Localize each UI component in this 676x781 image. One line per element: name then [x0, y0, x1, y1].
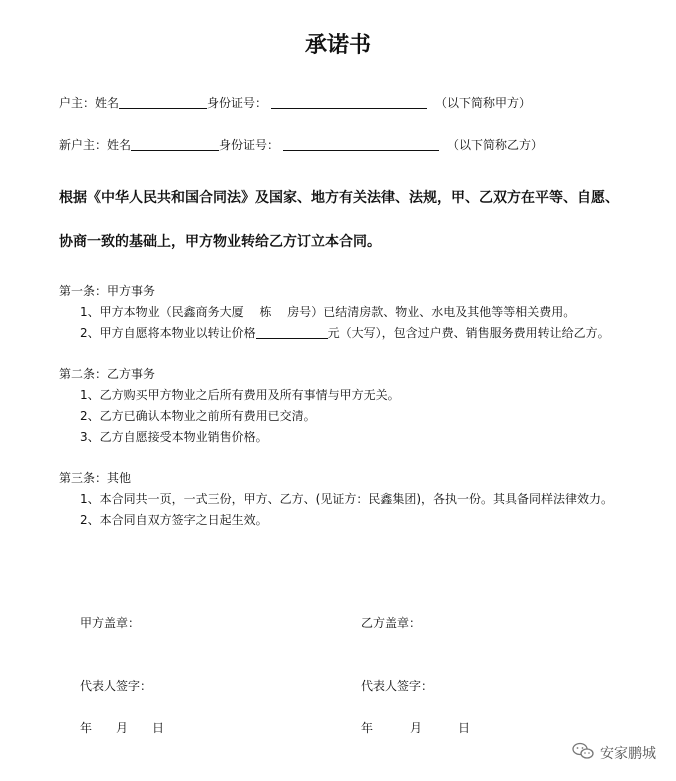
party-a-day: 日 — [152, 721, 165, 735]
article-1-item-2-post: 元（大写），包含过户费、销售服务费用转让给乙方。 — [327, 326, 610, 340]
party-b-day: 日 — [458, 721, 471, 735]
party-b-seal-label: 乙方盖章： — [361, 616, 422, 630]
party-a-line — [59, 94, 531, 111]
party-b-name-blank — [131, 138, 219, 151]
article-2-item-3: 3、乙方自愿接受本物业销售价格。 — [80, 430, 268, 444]
party-a-name-blank — [119, 96, 207, 109]
watermark-text: 安家鹏城 — [600, 746, 656, 762]
party-a-role: 户主： — [59, 96, 96, 110]
party-a-id-blank — [271, 96, 427, 109]
party-a-name-label: 姓名 — [95, 96, 120, 110]
document-title: 承诺书 — [304, 33, 371, 58]
article-3-heading: 第三条：其他 — [59, 471, 132, 485]
article-1-item-2-pre: 2、甲方自愿将本物业以转让价格 — [80, 326, 256, 340]
party-b-role: 新户主： — [59, 138, 108, 152]
article-3-item-1: 1、本合同共一页，一式三份，甲方、乙方、(见证方：民鑫集团)，各执一份。其具备同样法律效力。 — [80, 492, 614, 506]
party-a-month: 月 — [116, 721, 129, 735]
wechat-icon — [572, 742, 594, 764]
party-b-name-label: 姓名 — [107, 138, 132, 152]
watermark — [572, 742, 656, 764]
party-b-id-blank — [283, 138, 439, 151]
preamble-line-2: 协商一致的基础上，甲方物业转给乙方订立本合同。 — [59, 234, 381, 250]
article-1-item-1: 1、甲方本物业（民鑫商务大厦 栋 房号）已结清房款、物业、水电及其他等等相关费用。 — [80, 305, 576, 319]
party-a-suffix: （以下简称甲方） — [435, 96, 532, 110]
party-b-suffix: （以下简称乙方） — [447, 138, 544, 152]
party-a-rep-label: 代表人签字： — [80, 679, 153, 693]
article-2-heading: 第二条：乙方事务 — [59, 367, 156, 381]
party-b-month: 月 — [410, 721, 423, 735]
article-1-item-2 — [80, 324, 610, 341]
article-2-item-1: 1、乙方购买甲方物业之后所有费用及所有事情与甲方无关。 — [80, 388, 400, 402]
preamble-line-1: 根据《中华人民共和国合同法》及国家、地方有关法律、法规，甲、乙双方在平等、自愿、 — [59, 190, 619, 206]
party-b-line — [59, 136, 543, 153]
party-a-id-label: 身份证号： — [207, 96, 268, 110]
price-blank — [256, 326, 328, 339]
party-b-year: 年 — [361, 721, 374, 735]
party-a-year: 年 — [80, 721, 93, 735]
article-3-item-2: 2、本合同自双方签字之日起生效。 — [80, 513, 268, 527]
article-2-item-2: 2、乙方已确认本物业之前所有费用已交清。 — [80, 409, 316, 423]
party-b-id-label: 身份证号： — [219, 138, 280, 152]
party-b-rep-label: 代表人签字： — [361, 679, 434, 693]
article-1-heading: 第一条：甲方事务 — [59, 284, 156, 298]
party-a-seal-label: 甲方盖章： — [80, 616, 141, 630]
